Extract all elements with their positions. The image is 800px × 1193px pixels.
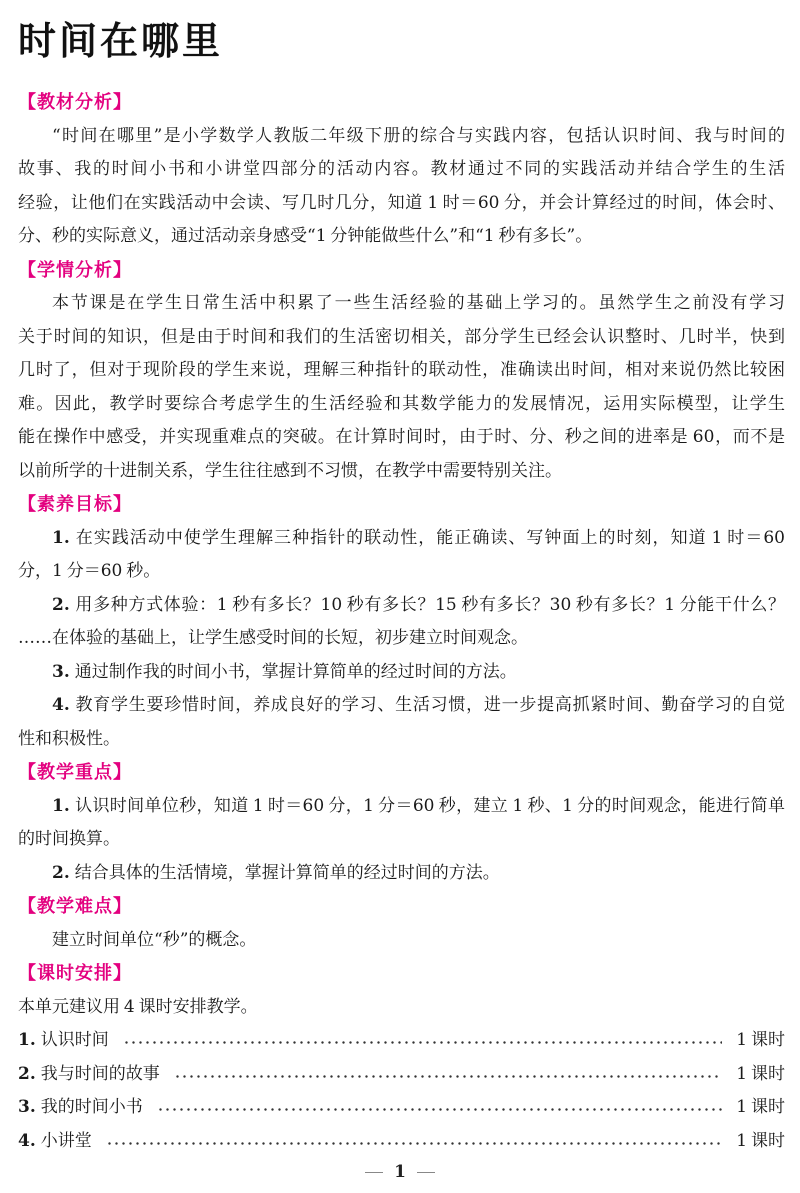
schedule-label xyxy=(18,1125,92,1159)
item-number: 4. xyxy=(52,695,70,715)
schedule-row xyxy=(18,1058,785,1092)
item-number: 1. xyxy=(18,1030,36,1050)
page-title: 时间在哪里 xyxy=(18,19,224,63)
goal-item-3 xyxy=(18,656,785,690)
item-text: 结合具体的生活情境，掌握计算简单的经过时间的方法。 xyxy=(74,862,500,883)
document-body xyxy=(18,86,785,1158)
section-difficulties xyxy=(18,890,785,957)
schedule-label xyxy=(18,1091,143,1125)
page-number-footer xyxy=(0,1160,800,1184)
item-number: 2. xyxy=(52,862,70,883)
item-number: 4. xyxy=(18,1130,36,1151)
section-heading-schedule: 【课时安排】 xyxy=(18,963,132,984)
paragraph-line: 故事、我的时间小书和小讲堂四部分的活动内容。教材通过不同的实践活动并结合学生的生活 xyxy=(18,159,785,179)
lesson-hours: 1 课时 xyxy=(736,1130,785,1151)
page-number-dash-left xyxy=(365,1172,383,1173)
item-text: 教育学生要珍惜时间，养成良好的学习、生活习惯，进一步提高抓紧时间、勤奋学习的自觉 xyxy=(74,695,785,715)
section-learner-analysis xyxy=(18,254,785,489)
key-point-item-1-continued: 的时间换算。 xyxy=(18,829,120,849)
paragraph-line: 分、秒的实际意义，通过活动亲身感受“1 分钟能做些什么”和“1 秒有多长”。 xyxy=(18,226,593,246)
section-key-points xyxy=(18,756,785,890)
lesson-name: 认识时间 xyxy=(40,1030,109,1050)
item-text: 在实践活动中使学生理解三种指针的联动性，能正确读、写钟面上的时刻，知道 1 时＝60 xyxy=(74,527,785,548)
paragraph-line: 以前所学的十进制关系，学生往往感到不习惯，在教学中需要特别关注。 xyxy=(18,460,562,481)
paragraph-line: 难。因此，教学时要综合考虑学生的生活经验和其数学能力的发展情况，运用实际模型，让学生 xyxy=(18,393,785,414)
section-heading-learner-analysis: 【学情分析】 xyxy=(18,259,132,281)
lesson-name: 我的时间小书 xyxy=(40,1097,143,1117)
dot-leader xyxy=(159,1108,723,1111)
lesson-hours: 1 课时 xyxy=(736,1063,785,1084)
dot-leader xyxy=(125,1041,723,1044)
key-point-item-2 xyxy=(18,857,785,891)
section-literacy-goals xyxy=(18,488,785,756)
section-textbook-analysis xyxy=(18,86,785,254)
goal-item-4 xyxy=(18,689,785,723)
lesson-hours: 1 课时 xyxy=(736,1030,785,1050)
item-text: 用多种方式体验：1 秒有多长？10 秒有多长？15 秒有多长？30 秒有多长？1 分能干什么？ xyxy=(74,594,785,615)
schedule-label xyxy=(18,1024,109,1058)
goal-item-1-continued: 分，1 分＝60 秒。 xyxy=(18,561,161,581)
section-heading-literacy-goals: 【素养目标】 xyxy=(18,494,132,515)
paragraph-line: 几时了，但对于现阶段的学生来说，理解三种指针的联动性，准确读出时间，相对来说仍然比较困 xyxy=(18,360,785,380)
section-schedule xyxy=(18,957,785,1158)
schedule-row xyxy=(18,1091,785,1125)
paragraph-line: 本节课是在学生日常生活中积累了一些生活经验的基础上学习的。虽然学生之前没有学习 xyxy=(52,293,785,313)
schedule-intro: 本单元建议用 4 课时安排教学。 xyxy=(18,996,258,1017)
dot-leader xyxy=(176,1075,723,1078)
item-text: 认识时间单位秒，知道 1 时＝60 分，1 分＝60 秒，建立 1 秒、1 分的时间观念，能进行简单 xyxy=(74,795,785,816)
section-heading-key-points: 【教学重点】 xyxy=(18,762,132,783)
dot-leader xyxy=(108,1142,723,1145)
item-number: 3. xyxy=(18,1097,36,1117)
item-number: 2. xyxy=(52,594,70,615)
schedule-row xyxy=(18,1024,785,1058)
paragraph-line: “时间在哪里”是小学数学人教版二年级下册的综合与实践内容，包括认识时间、我与时间的 xyxy=(52,125,785,146)
schedule-row xyxy=(18,1125,785,1159)
section-heading-difficulties: 【教学难点】 xyxy=(18,896,132,917)
section-heading-textbook-analysis: 【教材分析】 xyxy=(18,92,132,113)
paragraph-line: 关于时间的知识，但是由于时间和我们的生活密切相关，部分学生已经会认识整时、几时半，快到 xyxy=(18,326,785,347)
item-text: 通过制作我的时间小书，掌握计算简单的经过时间的方法。 xyxy=(74,661,517,682)
goal-item-2-continued: ……在体验的基础上，让学生感受时间的长短，初步建立时间观念。 xyxy=(18,628,528,648)
goal-item-2 xyxy=(18,589,785,623)
paragraph-line: 建立时间单位“秒”的概念。 xyxy=(52,929,257,950)
lesson-name: 我与时间的故事 xyxy=(40,1063,160,1084)
key-point-item-1 xyxy=(18,790,785,824)
goal-item-1 xyxy=(18,522,785,556)
goal-item-4-continued: 性和积极性。 xyxy=(18,728,120,749)
paragraph-line: 经验，让他们在实践活动中会读、写几时几分，知道 1 时＝60 分，并会计算经过的时间，体会时、 xyxy=(18,192,785,213)
page-number: 1 xyxy=(394,1162,406,1182)
paragraph-line: 能在操作中感受，并实现重难点的突破。在计算时间时，由于时、分、秒之间的进率是 60，而不是 xyxy=(18,427,785,447)
lesson-hours: 1 课时 xyxy=(736,1097,785,1117)
item-number: 1. xyxy=(52,795,70,816)
item-number: 3. xyxy=(52,661,70,682)
page-number-dash-right xyxy=(417,1172,435,1173)
schedule-label xyxy=(18,1058,160,1092)
item-number: 2. xyxy=(18,1063,36,1084)
lesson-name: 小讲堂 xyxy=(40,1130,92,1151)
item-number: 1. xyxy=(52,527,70,548)
